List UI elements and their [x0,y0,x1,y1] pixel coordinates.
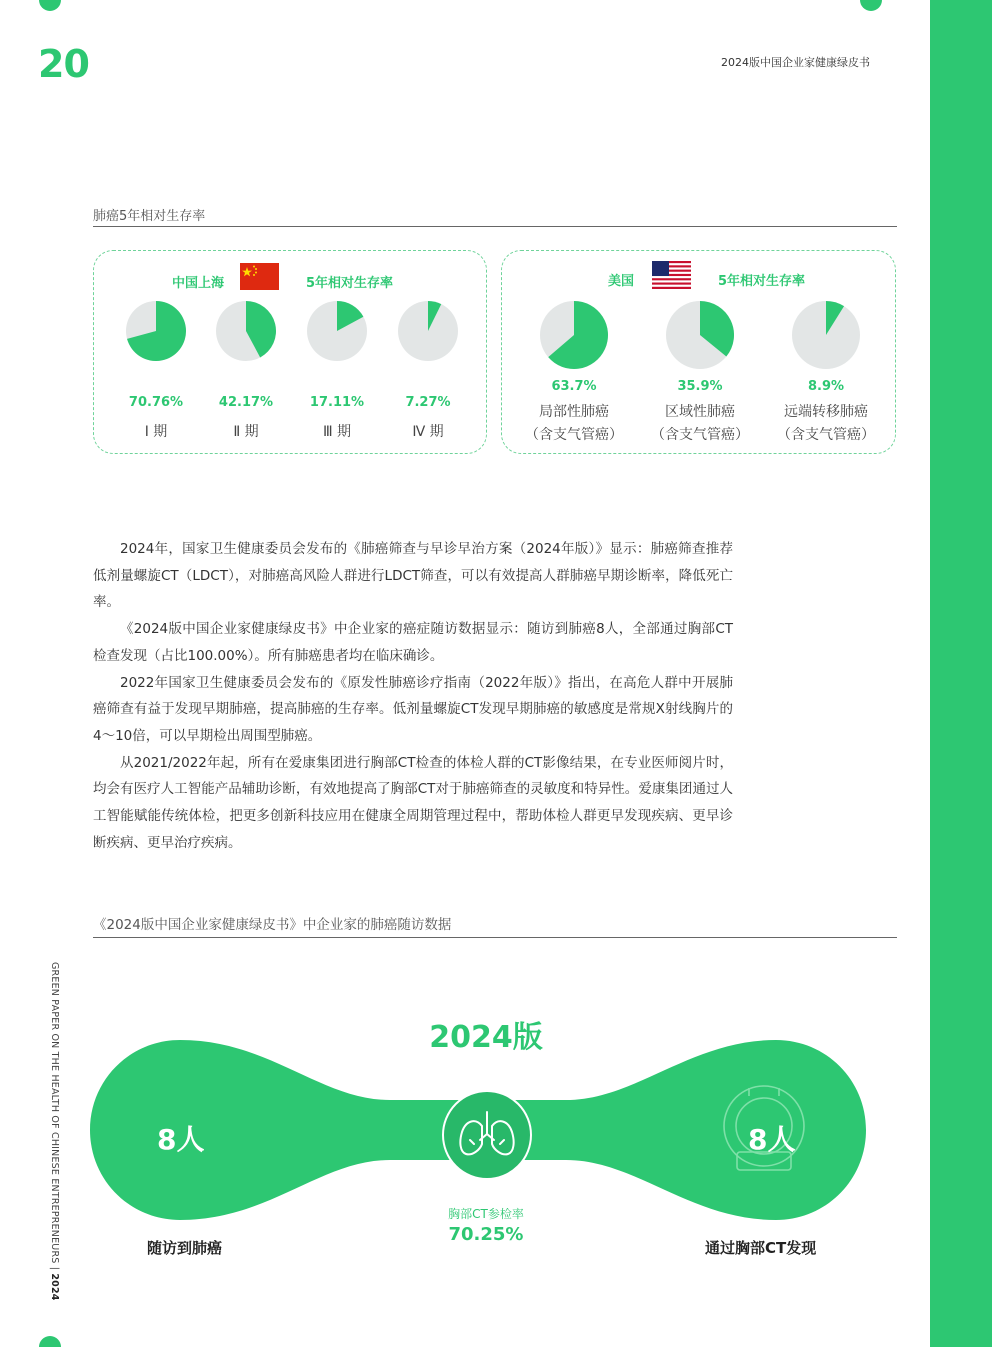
usa-pie-value: 8.9% [807,379,845,394]
china-pie-stage-1 [126,301,186,361]
spine-separator: | [49,1266,60,1271]
china-stage-label: Ⅰ 期 [144,424,168,440]
usa-pie-2 [666,301,734,369]
section-title-survival: 肺癌5年相对生存率 [93,209,206,224]
china-pie-stage-3 [307,301,367,361]
rate-value: 70.25% [448,1224,524,1245]
corner-dot-bottom-left [39,1336,61,1347]
page-number: 20 [38,42,89,86]
usa-stage-label: 局部性肺癌 [539,404,609,420]
usa-stage-label: 区域性肺癌 [665,404,735,420]
body-text [93,536,733,856]
china-stage-label: Ⅱ 期 [233,424,259,440]
china-pie-value: 42.17% [218,395,274,410]
section-title-followup: 《2024版中国企业家健康绿皮书》中企业家的肺癌随访数据 [93,917,452,933]
china-survival-panel [93,250,487,454]
spine-year: 2024 [49,1273,60,1301]
china-pie-stage-2 [216,301,276,361]
usa-pie-3 [792,301,860,369]
china-flag-icon [240,263,279,290]
china-pie-stage-4 [398,301,458,361]
china-pie-value: 70.76% [128,395,184,410]
usa-survival-panel [501,250,896,454]
usa-stage-label: 远端转移肺癌 [784,404,868,420]
body-paragraph-1: 2024年，国家卫生健康委员会发布的《肺癌筛查与早诊早治方案（2024年版）》显示：肺癌筛查推荐低剂量螺旋CT（LDCT），对肺癌高风险人群进行LDCT筛查，可以有效提高人群肺癌早期诊断率，降低死亡率。 [93,541,733,611]
usa-stage-sublabel: （含支气管癌） [651,427,749,443]
usa-pie-value: 35.9% [677,379,723,394]
usa-metric-label: 5年相对生存率 [718,274,806,289]
usa-stage-sublabel: （含支气管癌） [525,427,623,443]
corner-dot-top-left [39,0,61,11]
usa-pie-1 [540,301,608,369]
rate-label: 胸部CT参检率 [448,1207,524,1221]
usa-pie-value: 63.7% [551,379,597,394]
corner-dot-top-right [860,0,882,11]
year-title: 2024版 [429,1020,543,1055]
right-count: 8人 [748,1123,796,1156]
china-pie-value: 7.27% [405,395,451,410]
spine-title: GREEN PAPER ON THE HEALTH OF CHINESE ENTREPRENEURS [49,962,60,1264]
side-color-bar [930,0,992,1347]
china-stage-label: Ⅲ 期 [322,424,352,440]
right-label: 通过胸部CT发现 [705,1239,817,1257]
body-paragraph-2: 《2024版中国企业家健康绿皮书》中企业家的癌症随访数据显示：随访到肺癌8人，全部通过胸部CT检查发现（占比100.00%）。所有肺癌患者均在临床确诊。 [93,621,733,664]
body-paragraph-3: 2022年国家卫生健康委员会发布的《原发性肺癌诊疗指南（2022年版）》指出，在高危人群中开展肺癌筛查有益于发现早期肺癌，提高肺癌的生存率。低剂量螺旋CT发现早期肺癌的敏感度是常规X射线胸片的4～10倍，可以早期检出周围型肺癌。 [93,674,733,744]
usa-flag-icon [652,261,691,289]
lungs-icon [442,1090,532,1180]
usa-region-label: 美国 [608,274,635,289]
china-pie-value: 17.11% [309,395,365,410]
left-label: 随访到肺癌 [147,1239,223,1257]
section-divider [93,226,897,227]
china-metric-label: 5年相对生存率 [306,276,394,291]
left-count: 8人 [157,1123,205,1156]
book-title: 2024版中国企业家健康绿皮书 [721,56,870,69]
china-stage-label: Ⅳ 期 [412,424,444,440]
china-region-label: 中国上海 [172,276,225,291]
body-paragraph-4: 从2021/2022年起，所有在爱康集团进行胸部CT检查的体检人群的CT影像结果，在专业医师阅片时，均会有医疗人工智能产品辅助诊断，有效地提高了胸部CT对于肺癌筛查的灵敏度和特异性。爱康集团通过人工智能赋能传统体检，把更多创新科技应用在健康全周期管理过程中，帮助体检人群更早发现疾病、更早诊断疾病、更早治疗疾病。 [93,754,733,851]
usa-stage-sublabel: （含支气管癌） [777,427,875,443]
section-divider-2 [93,937,897,938]
